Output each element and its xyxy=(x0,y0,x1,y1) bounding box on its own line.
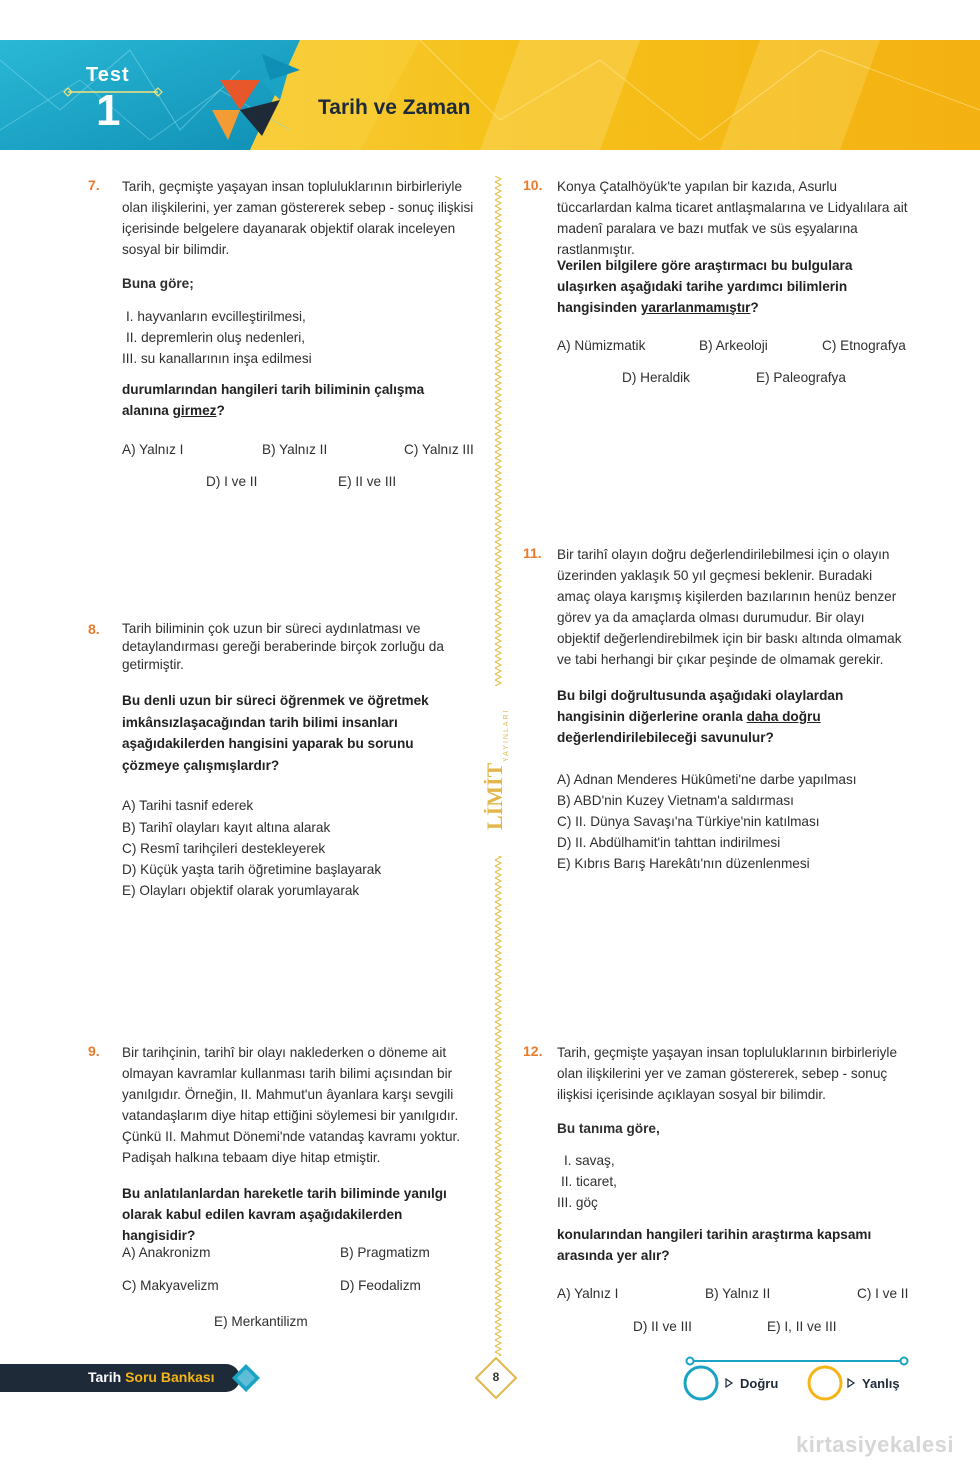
test-label: Test xyxy=(86,64,130,86)
answer-option[interactable]: E) II ve III xyxy=(338,474,397,489)
answer-option[interactable]: C) Resmî tarihçileri destekleyerek xyxy=(122,841,326,856)
statement-item: II. ticaret, xyxy=(561,1174,617,1189)
answer-option[interactable]: C) II. Dünya Savaşı'na Türkiye'nin katılması xyxy=(557,814,820,829)
statement-item: I. hayvanların evcilleştirilmesi, xyxy=(126,309,306,324)
page-header xyxy=(0,40,980,150)
question-prompt: durumlarından hangileri tarih biliminin çalışma alanına girmez? xyxy=(122,382,425,418)
brand-name: LİMİT xyxy=(484,762,507,830)
question-prompt: Bu bilgi doğrultusunda aşağıdaki olaylardan hangisinin diğerlerine oranla daha doğru değerlendirilebileceği savunulur? xyxy=(557,688,844,745)
question-text: Tarih, geçmişte yaşayan insan topluluklarının birbirleriyle olan ilişkilerini yer ve zaman göstererek, sebep - sonuç ilişkisi içerisinde açıklayan sosyal bir bilimdir. xyxy=(557,1045,898,1102)
question-number: 8. xyxy=(88,621,100,637)
question-lead: Buna göre; xyxy=(122,276,194,291)
answer-option[interactable]: B) Tarihî olayları kayıt altına alarak xyxy=(122,820,331,835)
watermark: kirtasiyekalesi xyxy=(796,1432,954,1457)
question-text: Bir tarihçinin, tarihî bir olayı naklederken o döneme ait olmayan kavramlar kullanması tarih bilimi açısından bir yanılgıdır. Örneğin, II. Mahmut'un âyanlara karşı sevgili vatandaşlarım diye hitap ettiğini söylemesi bir yanılgıdır. Çünkü II. Mahmut Dönemi'nde vatandaş kavramı yoktur. Padişah halkına tebaam diye hitap etmiştir. xyxy=(122,1045,461,1165)
publisher-brand xyxy=(484,690,512,850)
answer-option[interactable]: B) Yalnız II xyxy=(262,442,328,457)
answer-option[interactable]: D) Feodalizm xyxy=(340,1278,421,1293)
question-number: 11. xyxy=(523,545,542,561)
header-banner xyxy=(0,40,980,150)
answer-option[interactable]: D) Heraldik xyxy=(622,370,690,385)
answer-option[interactable]: B) Pragmatizm xyxy=(340,1245,430,1260)
answer-option[interactable]: B) Arkeoloji xyxy=(699,338,768,353)
question-text: Tarih biliminin çok uzun bir süreci aydınlatması ve detaylandırması gereği beraberinde birçok zorluğu da getirmiştir. xyxy=(122,621,444,672)
question-number: 12. xyxy=(523,1043,543,1059)
question-prompt: Verilen bilgilere göre araştırmacı bu bulgulara ulaşırken aşağıdaki tarihe yardımcı bilimlerin hangisinden yararlanmamıştır? xyxy=(557,258,853,315)
question-text: Konya Çatalhöyük'te yapılan bir kazıda, Asurlu tüccarlardan kalma ticaret antlaşmalarına ve Lidyalılara ait madenî paralara ve bazı mutfak ve süs eşyalarına rastlanmıştır. xyxy=(557,179,908,257)
wrong-label: Yanlış xyxy=(862,1376,900,1391)
answer-option[interactable]: C) Yalnız III xyxy=(404,442,474,457)
answer-option[interactable]: B) Yalnız II xyxy=(705,1286,771,1301)
answer-option[interactable]: A) Anakronizm xyxy=(122,1245,211,1260)
question-prompt: konularından hangileri tarihin araştırma kapsamı arasında yer alır? xyxy=(557,1227,872,1263)
answer-option[interactable]: C) Etnografya xyxy=(822,338,906,353)
page-number: 8 xyxy=(492,1370,500,1384)
question-number: 9. xyxy=(88,1043,100,1059)
answer-option[interactable]: B) ABD'nin Kuzey Vietnam'a saldırması xyxy=(557,793,794,808)
answer-option[interactable]: A) Yalnız I xyxy=(557,1286,619,1301)
statement-item: III. göç xyxy=(557,1195,598,1210)
statement-item: III. su kanallarının inşa edilmesi xyxy=(122,351,312,366)
answer-option[interactable]: A) Adnan Menderes Hükûmeti'ne darbe yapılması xyxy=(557,772,857,787)
statement-item: I. savaş, xyxy=(564,1153,615,1168)
answer-option[interactable]: C) I ve II xyxy=(857,1286,909,1301)
question-number: 7. xyxy=(88,177,100,193)
test-number: 1 xyxy=(96,86,121,135)
question-prompt: Bu denli uzun bir süreci öğrenmek ve öğretmek imkânsızlaşacağından tarih bilimi insanları aşağıdakilerden hangisini yaparak bu sorunu çözmeye çalışmışlardır? xyxy=(122,693,429,773)
page-title: Tarih ve Zaman xyxy=(318,96,471,119)
answer-option[interactable]: A) Yalnız I xyxy=(122,442,184,457)
brand-sub: YAYINLARI xyxy=(503,708,510,762)
answer-option[interactable]: C) Makyavelizm xyxy=(122,1278,219,1293)
answer-option[interactable]: A) Nümizmatik xyxy=(557,338,646,353)
correct-label: Doğru xyxy=(740,1376,779,1391)
answer-option[interactable]: E) Olayları objektif olarak yorumlayarak xyxy=(122,883,360,898)
statement-item: II. depremlerin oluş nedenleri, xyxy=(126,330,306,345)
question-number: 10. xyxy=(523,177,543,193)
answer-option[interactable]: E) Kıbrıs Barış Harekâtı'nın düzenlenmesi xyxy=(557,856,810,871)
answer-option[interactable]: D) II. Abdülhamit'in tahttan indirilmesi xyxy=(557,835,781,850)
book-title: Tarih Soru Bankası xyxy=(88,1369,215,1385)
question-lead: Bu tanıma göre, xyxy=(557,1121,660,1136)
answer-option[interactable]: D) II ve III xyxy=(633,1319,692,1334)
answer-option[interactable]: D) Küçük yaşta tarih öğretimine başlayarak xyxy=(122,862,382,877)
answer-option[interactable]: E) Paleografya xyxy=(756,370,846,385)
answer-option[interactable]: D) I ve II xyxy=(206,474,258,489)
answer-option[interactable]: E) I, II ve III xyxy=(767,1319,837,1334)
question-prompt: Bu anlatılanlardan hareketle tarih biliminde yanılgı olarak kabul edilen kavram aşağıdakilerden hangisidir? xyxy=(122,1186,447,1243)
question-text: Tarih, geçmişte yaşayan insan topluluklarının birbirleriyle olan ilişkilerini, yer zaman göstererek sebep - sonuç ilişkisi içerisinde belgelere dayanarak objektif olarak inceleyen sosyal bir bilimdir. xyxy=(122,179,474,257)
answer-option[interactable]: E) Merkantilizm xyxy=(214,1314,308,1329)
answer-option[interactable]: A) Tarihi tasnif ederek xyxy=(122,798,254,813)
question-text: Bir tarihî olayın doğru değerlendirilebilmesi için o olayın üzerinden yaklaşık 50 yıl geçmesi beklenir. Buradaki amaç olaya karışmış kişilerden bazılarının henüz benzer görev ya da amaçlarda olması durumudur. Bir olayı objektif değerlendirebilmek için bir baskı altında olmamak ve tabi herhangi bir çıkar peşinde de olmamak gerekir. xyxy=(557,547,902,667)
diamond-icon xyxy=(232,1364,262,1392)
